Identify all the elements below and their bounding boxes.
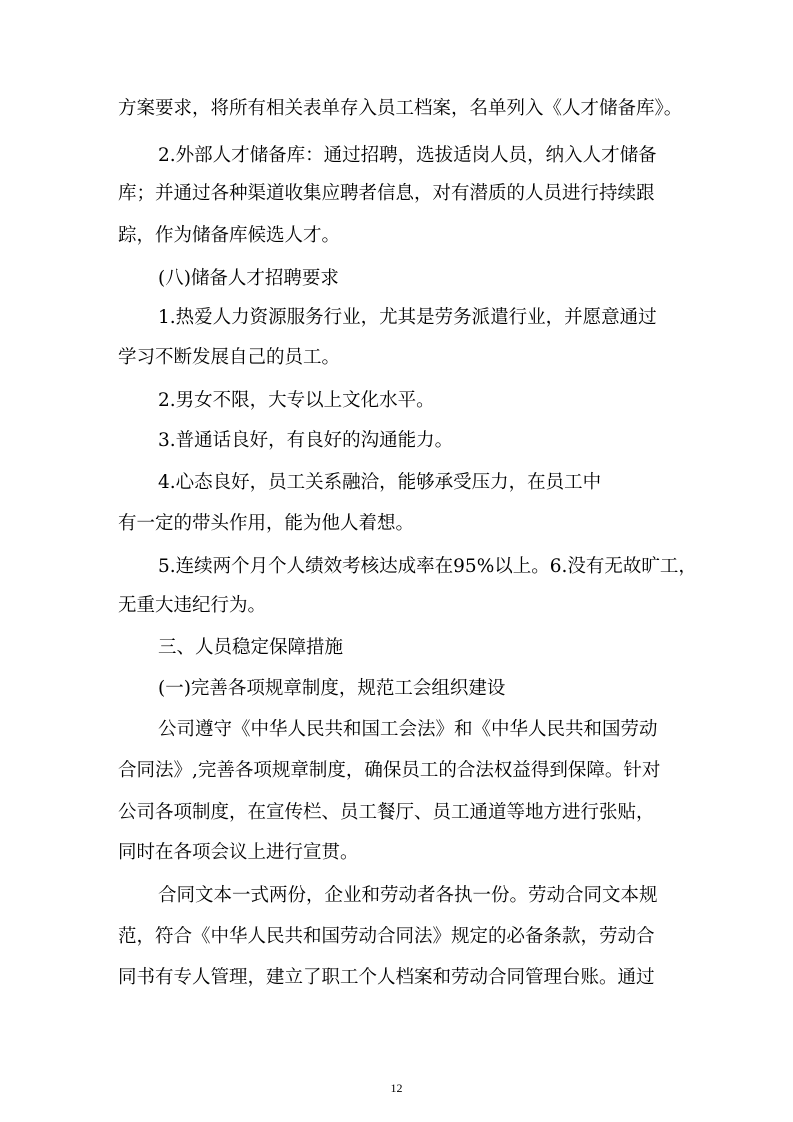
text-line-20: 合同文本一式两份，企业和劳动者各执一份。劳动合同文本规 (158, 885, 658, 906)
text-line-4: 踪，作为储备库候选人才。 (118, 225, 341, 246)
text-line-7: 学习不断发展自己的员工。 (118, 347, 341, 368)
text-line-19: 同时在各项会议上进行宣贯。 (118, 842, 359, 863)
page-number: 12 (390, 1081, 403, 1095)
text-line-16: 公司遵守《中华人民共和国工会法》和《中华人民共和国劳动 (158, 719, 658, 740)
text-line-13: 无重大违纪行为。 (118, 595, 267, 616)
text-line-10: 4.心态良好，员工关系融洽，能够承受压力，在员工中 (158, 472, 602, 493)
text-line-2: 2.外部人才储备库：通过招聘，选拔适岗人员，纳入人才储备 (158, 145, 657, 166)
text-line-21: 范，符合《中华人民共和国劳动合同法》规定的必备条款，劳动合 (118, 926, 655, 947)
text-line-11: 有一定的带头作用，能为他人着想。 (118, 513, 415, 534)
text-line-12: 5.连续两个月个人绩效考核达成率在95%以上。6.没有无故旷工， (158, 556, 697, 577)
text-line-8: 2.男女不限，大专以上文化水平。 (158, 390, 435, 411)
section-heading-8: (八)储备人才招聘要求 (158, 268, 339, 289)
section-heading-3: 三、人员稳定保障措施 (158, 637, 344, 658)
text-line-22: 同书有专人管理，建立了职工个人档案和劳动合同管理台账。通过 (118, 967, 655, 988)
text-line-18: 公司各项制度，在宣传栏、员工餐厅、员工通道等地方进行张贴， (118, 802, 655, 823)
subsection-heading-1: (一)完善各项规章制度，规范工会组织建设 (158, 678, 506, 699)
text-line-9: 3.普通话良好，有良好的沟通能力。 (158, 430, 454, 451)
text-line-6: 1.热爱人力资源服务行业，尤其是劳务派遣行业，并愿意通过 (158, 307, 657, 328)
text-line-3: 库；并通过各种渠道收集应聘者信息，对有潜质的人员进行持续跟 (118, 183, 655, 204)
text-line-17: 合同法》,完善各项规章制度，确保员工的合法权益得到保障。针对 (118, 760, 661, 781)
text-line-1: 方案要求，将所有相关表单存入员工档案，名单列入《人才储备库》。 (118, 98, 683, 119)
